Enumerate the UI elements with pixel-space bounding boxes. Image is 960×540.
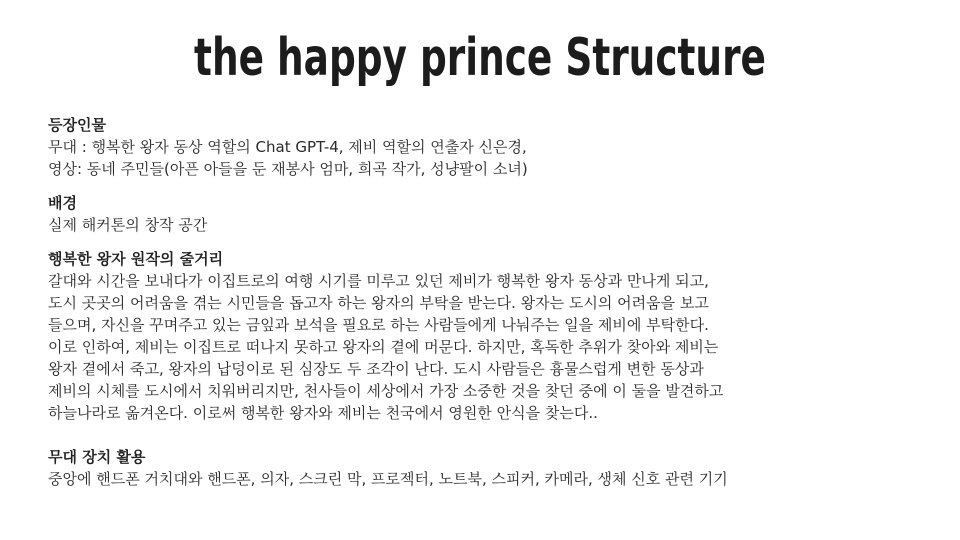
text-line: 왕자 곁에서 죽고, 왕자의 납덩이로 된 심장도 두 조각이 난다. 도시 사람들은 흉물스럽게 변한 동상과 [48,360,704,378]
slide-body [48,114,928,502]
plot-paragraph [48,270,928,424]
text-line: 들으며, 자신을 꾸며주고 있는 금잎과 보석을 필요로 하는 사람들에게 나눠주는 일을 제비에 부탁한다. [48,316,709,334]
section-stage [48,446,928,490]
section-heading: 배경 [48,194,77,212]
text-line: 영상: 동네 주민들(아픈 아들을 둔 재봉사 엄마, 희곡 작가, 성냥팔이 소녀) [48,160,528,178]
section-heading: 무대 장치 활용 [48,448,146,466]
section-background [48,192,928,236]
section-plot [48,248,928,424]
text-line: 제비의 시체를 도시에서 치워버리지만, 천사들이 세상에서 가장 소중한 것을 찾던 중에 이 둘을 발견하고 [48,382,724,400]
text-line: 실제 해커톤의 창작 공간 [48,216,208,234]
text-line: 중앙에 핸드폰 거치대와 핸드폰, 의자, 스크린 막, 프로젝터, 노트북, 스피커, 카메라, 생체 신호 관련 기기 [48,470,728,488]
text-line: 갈대와 시간을 보내다가 이집트로의 여행 시기를 미루고 있던 제비가 행복한 왕자 동상과 만나게 되고, [48,272,709,290]
text-line: 이로 인하여, 제비는 이집트로 떠나지 못하고 왕자의 곁에 머문다. 하지만, 혹독한 추위가 찾아와 제비는 [48,338,719,356]
text-line: 도시 곳곳의 어려움을 겪는 시민들을 돕고자 하는 왕자의 부탁을 받는다. 왕자는 도시의 어려움을 보고 [48,294,709,312]
section-heading: 등장인물 [48,116,106,134]
slide-title: the happy prince Structure [194,28,766,88]
text-line: 하늘나라로 옮겨온다. 이로써 행복한 왕자와 제비는 천국에서 영원한 안식을 찾는다.. [48,404,598,422]
text-line: 무대 : 행복한 왕자 동상 역할의 Chat GPT-4, 제비 역할의 연출자 신은경, [48,138,527,156]
section-heading: 행복한 왕자 원작의 줄거리 [48,250,224,268]
section-characters [48,114,928,180]
